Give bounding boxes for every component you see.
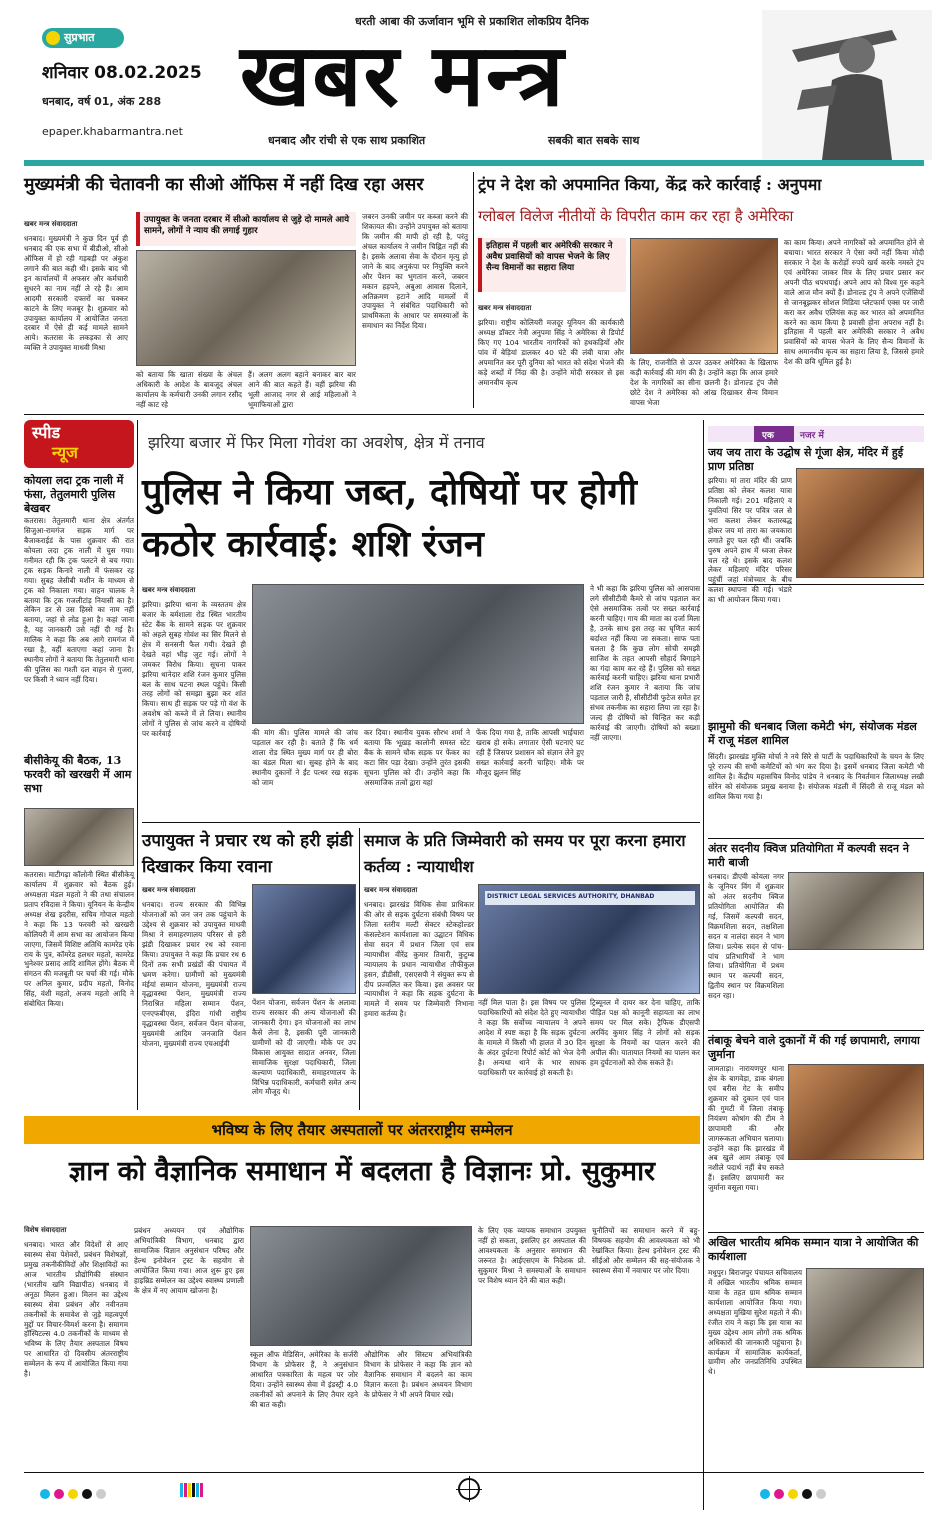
masthead-sub-right: सबकी बात सबके साथ <box>548 134 640 147</box>
lead-kicker: झरिया बजार में फिर मिला गोवंश का अवशेष, क्षेत्र में तनाव <box>148 433 485 452</box>
lead-col2: की मांग की। पुलिस मामले की जांच पड़ताल कर रही है। बताते हैं कि धर्म शाला रोड स्थित मुख्य मार्ग पर ही बोरा का बंडल मिला था। सुबह होने के बाद स्थानीय दुकानों ने ईंट पत्थर रख सड़क को जाम <box>252 728 358 787</box>
lead-headline[interactable]: पुलिस ने किया जब्त, दोषियों पर होगी कठोर कार्रवाई: शशि रंजन <box>142 471 637 565</box>
conference-photo-lamp-lighting[interactable] <box>250 1226 472 1346</box>
nazar-tag-2: नजर में <box>800 431 824 441</box>
speed-news-label-1: स्पीड <box>32 423 61 442</box>
speed-news-divider <box>137 420 138 1110</box>
conference-col1: धनबाद। भारत और विदेशों से आए स्वास्थ्य सेवा पेशेवरों, प्रबंधन विशेषज्ञों, प्रमुख तकनीकीविदों और शिक्षाविदों का आज भारतीय प्रौद्योगिकी संस्थान (भारतीय खनि विद्यापीठ) धनबाद में अनूठा मिलन हुआ। मिलन का उद्देश्य स्वास्थ्य सेवा प्रबंधन और नवीनतम तकनीकों के समावेश से जुड़े महत्वपूर्ण मुद्दों पर विचार-विमर्श करना है। समागम हॉस्पिटल्स 4.0 तकनीकों के माध्यम से भविष्य के लिए तैयार अस्पताल विषय पर आधारित दो दिवसीय अंतरराष्ट्रीय सम्मेलन के रूप में आयोजित किया गया है। <box>24 1240 128 1379</box>
color-registration-left <box>40 1484 110 1503</box>
story3-photo-prachar-rath[interactable] <box>252 884 356 994</box>
speed-news-logo <box>24 420 134 468</box>
story1-col4: जबरन उनकी जमीन पर कब्जा करने की शिकायत की। उन्होंने उपायुक्त को बताया कि जमीन की मापी हो रही है, परंतु अंचल कार्यालय ने जमीन चिह्नित नहीं की है। इसके अलावा सेवा के दौरान मृत्यु हो जाने के बाद अनुकंपा पर नियुक्ति करने और पेंशन का भुगतान करने, जबरन मकान हड़पने, अबुआ आवास दिलाने, अतिक्रमण हटाने आदि मामलों में उपायुक्त ने संबंधित पदाधिकारी को प्राथमिकता के आधार पर समस्याओं के समाधान का निर्देश दिया। <box>362 212 468 331</box>
color-registration-right <box>760 1484 830 1503</box>
lead-col3: कर दिया। स्थानीय युवक सौरभ शर्मा ने बताया कि भूख़ड़ कालोनी समस्त स्टेट बैंक के सामने चौक सड़क पर फेंकर का कटा सिर पड़ा देखा। उन्होंने तुरंत इसकी सूचना पुलिस को दी। उन्होंने कहा कि असमाजिक तत्वों द्वारा यहां <box>364 728 470 787</box>
masthead-sub-left: धनबाद और रांची से एक साथ प्रकाशित <box>268 134 426 147</box>
story3-col2: पेंशन योजना, सर्वजन पेंशन के अलावा राज्य सरकार की अन्य योजनाओं की जानकारी देगा। इन योजनाओं का लाभ कैसे लेना है, इसकी पूरी जानकारी ग्रामीणों को दी जाएगी। मौके पर उप विकास आयुक्त सादात अनवर, जिला सामाजिक सुरक्षा पदाधिकारी, जिला कल्याण पदाधिकारी, समाहरणालय के विभिन्न पदाधिकारी, कर्मचारी समेत अन्य लोग मौजूद थे। <box>252 998 356 1097</box>
speed-item2-headline[interactable]: बीसीकेयू की बैठक, 13 फरवरी को खरखरी में आम सभा <box>24 754 132 795</box>
nazar-divider-4 <box>708 1232 924 1233</box>
nazar-item5-photo-workshop[interactable] <box>806 1268 924 1368</box>
section-divider-1 <box>24 414 924 415</box>
story4-col3: ट्रिब्यूनल में दायर कर देना चाहिए, ताकि पीड़ित पक्ष को कानूनी सहायता का लाभ समय पर मिल सके। ट्रैफिक डीएसपी अरविंद कुमार सिंह ने लोगों को सड़क सुरक्षा के नियमों का पालन करने की अपील की। यातायात नियमों का पालन कर हम दुर्घटनाओं को रोक सकते हैं। <box>590 998 700 1067</box>
nazar-item3-text: धनबाद। डीएवी कोयला नगर के जूनियर विंग में शुक्रवार को अंतर सदनीय क्विज प्रतियोगिता आयोजित की गई, जिसमें कल्पवी सदन, विक्रमशिला सदन, तक्षशिला सदन व नालंदा सदन ने भाग लिया। प्रत्येक सदन से पांच-पांच प्रतिभागियों ने भाग लिया। प्रतियोगिता में प्रथम स्थान पर कल्पवी सदन, द्वितीय स्थान पर विक्रमशिला सदन रहा। <box>708 872 784 1001</box>
conference-kicker: भविष्य के लिए तैयार अस्पतालों पर अंतरराष्ट्रीय सम्मेलन <box>211 1121 513 1139</box>
conference-col5: के लिए एक व्यापक समाधान उपयुक्त नहीं हो सकता, इसलिए हर अस्पताल की आवश्यकता के अनुसार समाधान की जरूरत है। आईएसएम के निदेशक प्रो. सुकुमार मिश्रा ने समस्याओं के समाधान पर विशेष ध्यान देने की बात कही। <box>478 1226 586 1285</box>
footer-rule <box>24 1472 924 1473</box>
story3-headline[interactable]: उपायुक्त ने प्रचार रथ को हरी झंडी दिखाकर किया रवाना <box>142 831 353 877</box>
nazar-divider-3 <box>708 1030 924 1031</box>
conference-col3: स्कूल ऑफ मेडिसिन, अमेरिका के सर्जरी विभाग के प्रोफेसर हैं, ने अनुसंधान आधारित पत्रकारिता के महत्व पर जोर दिया। उन्होंने स्वास्थ्य सेवा में इंडस्ट्री 4.0 तकनीकों को अपनाने के लिए तैयार रहने की बात कही। <box>250 1350 358 1409</box>
nazar-divider-2 <box>708 838 924 839</box>
nazar-item5-text: मधुपुर। बिराजपुर पंचायत सचिवालय में अखिल भारतीय श्रमिक सम्मान यात्रा के तहत ग्राम श्रमिक सम्मान कार्यशाला आयोजित किया गया। अध्यक्षता मुखिया सुरेश महतो ने की। रंजीत राय ने कहा कि इस यात्रा का मुख्य उद्देश्य आम लोगों तक श्रमिक अधिकारों की जानकारी पहुंचाना है। कार्यक्रम में सामाजिक कार्यकर्ता, ग्रामीण और जनप्रतिनिधि उपस्थित थे। <box>708 1268 802 1377</box>
nazar-divider-1 <box>708 584 924 585</box>
color-bar-left <box>180 1482 204 1501</box>
nazar-item4-photo-raid[interactable] <box>788 1064 924 1160</box>
issue-edition: धनबाद, वर्ष 01, अंक 288 <box>42 95 162 108</box>
nazar-item2-headline[interactable]: झामुमो की धनबाद जिला कमेटी भंग, संयोजक मंडल में राजू मंडल शामिल <box>708 720 917 747</box>
column-divider-top <box>473 172 474 408</box>
story2-headline[interactable]: ट्रंप ने देश को अपमानित किया, केंद्र करे कार्रवाई : अनुपमा <box>478 175 822 194</box>
nazar-header <box>708 426 924 442</box>
nazar-item1-text-a: झरिया। मां तारा मंदिर की प्राण प्रतिष्ठा को लेकर कलश यात्रा निकाली गई। 201 महिलाएं व युवतियां सिर पर पवित्र जल से भरा कलश लेकर कतारबद्ध होकर जय मां तारा का जयकारा लगाते हुए चल रही थीं। जबकि पुरुष अपने हाथ में ध्वजा लेकर चल रहे थे। इसके बाद कलश लेकर महिलाएं मंदिर परिसर पहुंचीं जहां मंत्रोच्चार के बीच कलश स्थापना की गई। भंडारे का भी आयोजन किया गया। <box>708 476 792 605</box>
masthead-title: खबर मन्त्र <box>240 25 566 126</box>
masthead <box>0 0 945 160</box>
nazar-item3-photo-quiz[interactable] <box>788 872 924 950</box>
conference-col4: औद्योगिक और सिस्टम अभियांत्रिकी विभाग के प्रोफेसर ने कहा कि ज्ञान को वैज्ञानिक समाधान में बदलने का काम विज्ञान करता है। प्रबंधन अध्ययन विभाग के प्रोफेसर ने भी अपने विचार रखे। <box>364 1350 472 1399</box>
speed-item1-headline[interactable]: कोयला लदा ट्रक नाली में फंसा, तेतुलमारी पुलिस बेखबर <box>24 474 124 515</box>
story4-col1: धनबाद। झारखंड विधिक सेवा प्राधिकार की ओर से सड़क दुर्घटना संबंधी विषय पर जिला स्तरीय मल्टी सेक्टर स्टेकहोल्डर कंसल्टेशन कार्यशाला का उद्घाटन विधिक सेवा सदन में प्रधान जिला एवं सत्र न्यायाधीश वीरेंद्र कुमार तिवारी, कुटुम्ब न्यायालय के प्रधान न्यायाधीश तौफीकुल हसन, डीडीसी, एसएसपी ने संयुक्त रूप से दीप प्रज्वलित कर किया। इस अवसर पर न्यायाधीश ने कहा कि सड़क दुर्घटना के मामले में समय पर जिम्मेवारी निभाना हमारा कर्तव्य है। <box>364 900 474 1019</box>
story2-subhead: ग्लोबल विलेज नीतीयों के विपरीत काम कर रहा है अमेरिका <box>478 207 794 225</box>
speed-news-label-2: न्यूज <box>52 443 78 462</box>
story2-photo-anupama[interactable] <box>630 238 778 354</box>
nazar-item5-headline[interactable]: अखिल भारतीय श्रमिक सम्मान यात्रा ने आयोजित की कार्यशाला <box>708 1236 919 1263</box>
edition-badge <box>42 28 124 48</box>
story1-headline[interactable]: मुख्यमंत्री की चेतावनी का सीओ ऑफिस में नहीं दिख रहा असर <box>24 175 424 195</box>
lead-col4: फेंक दिया गया है, ताकि आपसी भाईचारा खराब हो सके। लगातार ऐसी घटनाएं घट रही हैं जिसपर प्रशासन को संज्ञान लेने हुए सख्त कार्रवाई करनी चाहिए। मौके पर मौजूद झुलन सिंह <box>476 728 584 777</box>
story2-col3: का काम किया। अपने नागरिकों को अपमानित होने से बचाया। भारत सरकार ने ऐसा क्यों नहीं किया मोदी सरकार ने देश के करोड़ों रुपये खर्च करके नमस्ते ट्रंप एवं अमेरिका जाकर मित्र के लिए प्रचार प्रसार कर अपनी पीठ थपथपाई। अपने आप को विश्व गुरु कहने वाले आज मौन क्यों हैं। डोनाल्ड ट्रंप ने अपने एजेंसियों से जानबूझकर सोशल मिडिया प्लेटफार्म एक्स पर जारी करा कर अवैध एलियंस कह कर भारत को अपमानित करने का काम किया है प्रवासी होना अपराध नहीं है। इतिहास में पहली बार अमेरिकी सरकार ने अवैध प्रवासियों को वापस भेजने के लिए सैन्य विमानों के साथ अमानवीय कृत्य का सहारा लिया है, जिससे हमारे देश की छवि धूमिल हुई है। <box>784 238 924 367</box>
tagline-top: धरती आबा की ऊर्जावान भूमि से प्रकाशित लोकप्रिय दैनिक <box>355 15 589 28</box>
lead-col5: ने भी कहा कि झरिया पुलिस को आसपास लगे सीसीटीवी कैमरे से जांच पड़ताल कर ऐसे असमाजिक तत्वों पर सख्त कार्रवाई करनी चाहिए। गाय की माता का दर्जा मिला है, उनके साथ इस तरह का घृणित कार्य बर्दाश्त नहीं किया जा सकता। साफ पता चलता है कि कुछ लोग सोची समझी साजिश के तहत आपसी सौहार्द बिगाड़ने का गंदा काम कर रहे हैं। पुलिस को सख्त कार्रवाई करनी चाहिए। झरिया थाना प्रभारी शशि रंजन कुमार ने बताया कि जांच पड़ताल जारी है, सीसीटीवी फुटेज समेत हर संभव तकनीक का सहारा लिया जा रहा है। जल्द ही दोषियों को चिन्हित कर कड़ी कार्रवाई की जाएगी। दोषियों को बख्शा नहीं जाएगा। <box>590 584 700 743</box>
story4-headline[interactable]: समाज के प्रति जिम्मेवारी को समय पर पूरा करना हमारा कर्तव्य : न्यायाधीश <box>364 831 686 876</box>
story2-byline: खबर मन्त्र संवाददाता <box>478 304 532 312</box>
story2-kicker: इतिहास में पहली बार अमेरिकी सरकार ने अवैध प्रवासियों को वापस भेजने के लिए सैन्य विमानों का सहारा लिया <box>486 241 613 274</box>
conference-col6: चुनौतियों का समाधान करने में बहु-विषयक सहयोग की आवश्यकता को भी रेखांकित किया। हेल्थ इनोवेशन ट्रस्ट की सीईओ और सम्मेलन की सह-संयोजक ने स्वास्थ्य सेवा में नवाचार पर जोर दिया। <box>592 1226 700 1275</box>
sun-icon <box>46 31 60 45</box>
story3-divider <box>359 828 360 1110</box>
story1-kicker: उपायुक्त के जनता दरबार में सीओ कार्यालय से जुड़े दो मामले आये सामने, लोगों ने न्याय की लगाई गुहार <box>144 215 350 237</box>
legal-services-banner-text: DISTRICT LEGAL SERVICES AUTHORITY, DHANBAD <box>487 893 655 900</box>
nazar-item4-headline[interactable]: तंबाकू बेचने वाले दुकानों में की गई छापामारी, लगाया जुर्माना <box>708 1034 920 1061</box>
conference-col2: प्रबंधन अध्ययन एवं औद्योगिक अभियांत्रिकी विभाग, धनबाद द्वारा सामाजिक विज्ञान अनुसंधान परिषद और हेल्थ इनोवेशन ट्रस्ट के सहयोग से आयोजित किया गया। आज शुरू हुए इस हाइब्रिड सम्मेलन का उद्देश्य स्वास्थ्य प्रणाली के क्षेत्र में नए आयाम खोजना है। <box>134 1226 244 1295</box>
lead-photo-crowd[interactable] <box>252 584 584 724</box>
story1-photo-janta-darbar[interactable] <box>136 250 356 366</box>
nazar-tag-box <box>754 426 794 442</box>
speed-item1-text: कतरास। तेतुलमारी थाना क्षेत्र अंतर्गत सिजुआ-रामगंज सड़क मार्ग पर बैजाकराईडं के पास शुक्रवार की रात कोयला लदा ट्रक नाली में घुस गया। गनीमत रही कि ट्रक पलटने से बच गया। ट्रक सड़क किनारे नाली में फंसकर रह गया। सुबह जेसीबी मशीन के माध्यम से ट्रक को निकाला गया। वाहन चालक ने बताया कि ट्रक गजलीटांड़ नियासी का है। लेकिन डर से उस हिस्से का नाम नहीं बताया, जहां से लोड हुआ है। कहां जाना है, यह जानकारी उसे नहीं दी गई है। मालिक ने कहा कि अब आगे रामगंज में रखा है, वहीं बताएगा कहां जाना है। स्थानीय लोगों ने बताया कि तेतुलमारी थाना की पुलिस का गश्ती दल वाहन से गुजरा, पर किसी ने ध्यान नहीं दिया। <box>24 516 134 684</box>
masthead-divider <box>24 160 924 166</box>
nazar-item1-headline[interactable]: जय जय तारा के उद्घोष से गूंजा क्षेत्र, मंदिर में हुई प्राण प्रतिष्ठा <box>708 446 904 473</box>
nazar-item3-headline[interactable]: अंतर सदनीय क्विज प्रतियोगिता में कल्पवी सदन ने मारी बाजी <box>708 842 909 869</box>
registration-crosshair-icon <box>458 1478 480 1500</box>
nazar-item1-photo-kalash-yatra[interactable] <box>796 468 924 578</box>
lead-byline: खबर मन्त्र संवाददाता <box>142 586 196 594</box>
issue-date: शनिवार 08.02.2025 <box>42 63 202 83</box>
story4-byline: खबर मन्त्र संवाददाता <box>364 886 418 894</box>
nazar-item2-text: सिंदरी। झारखंड मुक्ति मोर्चा ने नये सिरे से पार्टी के पदाधिकारियों के चयन के लिए पूरे राज्य की सभी कमेटियों को भंग कर दिया है। इसमें धनबाद जिला कमेटी भी शामिल है। केंद्रीय महासचिव विनोद पांडेय ने धनबाद के निवर्तमान जिलाध्यक्ष लखी सोरेन को संयोजक प्रमुख बनाया है। संयोजक मंडली में सिंदरी से राजू मंडल को शामिल किया गया है। <box>708 752 924 801</box>
story4-photo-legal-services[interactable] <box>478 884 700 994</box>
miner-statue-illustration <box>762 10 932 160</box>
conference-headline[interactable]: ज्ञान को वैज्ञानिक समाधान में बदलता है विज्ञानः प्रो. सुकुमार <box>68 1156 656 1187</box>
lead-col1: झरिया। झरिया थाना के व्यस्ततम क्षेत्र बजार के बर्मशाला रोड स्थित भारतीय स्टेट बैंक के सामने सड़क पर शुक्रवार को अहले सुबह गोवंश का सिर मिलने से क्षेत्र में सनसनी फैल गयी। देखते ही देखते वहां भीड़ जुट गई। लोगों ने जमकर विरोध किया। सूचना पाकर झरिया थानेदार शशि रंजन कुमार पुलिस बल के साथ घटना स्थल पहुंचे। किसी तरह लोगों को समझा बुझा कर शांत किया। साथ ही सड़क पर पड़े गो वंश के अवशेष को कब्जे में ले लिया। स्थानीय लोगों ने पुलिस से जांच करने व दोषियों पर कार्रवाई <box>142 600 246 739</box>
badge-label: सुप्रभात <box>64 31 95 44</box>
column-divider-nazar <box>703 420 704 1510</box>
story3-col1: धनबाद। राज्य सरकार की विभिन्न योजनाओं को जन जन तक पहुंचाने के उद्देश्य से शुक्रवार को उपायुक्त माधवी मिश्रा ने समाहरणालय परिसर से हरी झंडी दिखाकर प्रचार रथ को रवाना किया। उपायुक्त ने कहा कि प्रचार रथ 6 दिनों तक सभी प्रखंडों की पंचायत में भ्रमण करेगा। ग्रामीणों को मुख्यमंत्री मंईयां सम्मान योजना, मुख्यमंत्री राज्य वृद्धावस्था पेंशन, मुख्यमंत्री राज्य निराश्रित महिला सम्मान पेंशन, एनएफबीएस, इंदिरा गांधी राष्ट्रीय वृद्धावस्था पेंशन, सर्वजन पेंशन योजना, मुख्यमंत्री आदिम जनजाति पेंशन योजना, मुख्यमंत्री राज्य एचआईवी <box>142 900 246 1049</box>
story1-col2: को बताया कि खाता संख्या के अंचल अधिकारी के आदेश के बावजूद अंचल कार्यालय के कर्मचारी उनकी लगान रसीद नहीं काट रहे <box>136 370 242 409</box>
story1-col1: धनबाद। मुख्यमंत्री ने कुछ दिन पूर्व ही धनबाद की एक सभा में बीडीओ, सीओ ऑफिस में हो रही गड़बड़ी पर अंकुश लगाने की बात कही थी। इसके बाद भी इन कार्यालयों में अफसर और कर्मचारी सुधरने का नाम नहीं ले रहे हैं। आम आदमी सरकारी दफ्तरों का चक्कर काटने के लिए मजबूर है। शुक्रवार को उपायुक्त कार्यालय में आयोजित जनता दरबार में ऐसे ही कई मामले सामने आये। कतरास के लकड़का से आए व्यक्ति ने उपायुक्त माधवी मिश्रा <box>24 234 128 353</box>
story1-col3: हैं। अलग अलग बहाने बनाकर बार बार आने की बात कहते हैं। वहीं झरिया की भूली आजाद नगर से आई महिलाओं ने भूमाफियाओं द्वारा <box>248 370 356 409</box>
speed-item2-photo[interactable] <box>24 808 134 866</box>
lead-bottom-rule <box>142 822 700 823</box>
story3-byline: खबर मन्त्र संवाददाता <box>142 886 196 894</box>
speed-item2-text: कतरास। माटीगढ़ा कॉलोनी स्थित बीसीकेयू कार्यालय में शुक्रवार को बैठक हुई। अध्यक्षता मंडल महतो ने की तथा संचालन प्रताप रविदास ने किया। यूनियन के केन्द्रीय अध्यक्ष शेख इदरीस, सचिव गोपाल महतो ने कहा कि 13 फरवरी को खरखरी कोलियरी में आम सभा का आयोजन किया जाएगा, जिसमें विशिष्ट अतिथि कामरेड एके राय के पुत्र, कॉमरेड हलधर महतो, कामरेड भुनेश्वर प्रसाद आदि शामिल होंगे। बैठक में संगठन की मजबूती पर चर्चा की गई। मौके पर अनिल कुमार, प्रदीप महतो, विनोद सिंह, वंशी महतो, अजय महतो आदि ने संबोधित किया। <box>24 870 134 1009</box>
nazar-item4-text: जामताड़ा। नारायणपुर थाना क्षेत्र के बागवेड़ा, डाक बंगला एवं बरीस गेट के समीप शुक्रवार को दुकान एवं पान की गुमटी में जिला तंबाकू नियंत्रण कोषांग की टीम ने छापामारी की और जागरूकता अभियान चलाया। उन्होंने कहा कि झारखंड में अब खुले आम तंबाकू एवं नशीले पदार्थ नहीं बेच सकते हैं। इसलिए छापामारी कर जुर्माना वसूला गया। <box>708 1064 784 1193</box>
nazar-tag-1: एक <box>762 431 774 441</box>
story1-byline: खबर मन्त्र संवाददाता <box>24 220 78 228</box>
story4-col2: नहीं मिल पाता है। इस विषय पर पुलिस पदाधिकारियों को संदेश देते हुए न्यायाधीश ने कहा कि सर्वोच्च न्यायालय ने अपने आदेश में स्पष्ट कहा है कि सड़क दुर्घटना के मामले में किसी भी हालत में 30 दिन के अंदर दुर्घटना रिपोर्ट कोर्ट को भेज देनी है। अन्यथा थाने के भार साधक पदाधिकारी पर कार्रवाई हो सकती है। <box>478 998 586 1077</box>
story1-kicker-box <box>136 212 356 246</box>
conference-byline: विशेष संवाददाता <box>24 1226 67 1234</box>
story2-kicker-box <box>478 238 626 292</box>
story2-col1: झरिया। राष्ट्रीय कोलियरी मजदूर यूनियन की कार्यकारी अध्यक्ष डॉक्टर नेत्री अनुपमा सिंह ने अमेरिका से डिपोर्ट किए गए 104 भारतीय नागरिकों को हथकड़ियों और पांव में बेड़ियां डालकर 40 घंटे की लंबी यात्रा और अपमानित कर पूरी दुनिया को भारत को संदेश भेजने की कड़े शब्दों में निंदा की है। उन्होंने मोदी सरकार से इस अमानवीय कृत्य <box>478 318 624 387</box>
story2-col2: के लिए, राजनीति से ऊपर उठकर अमेरिका के खिलाफ कड़ी कार्रवाई की मांग की है। उन्होंने कहा कि आज हमारे देश के नागरिकों का सीना छलनी है। डोनाल्ड ट्रंप जैसे छोटे देश ने अमेरिका को आंख दिखाकर सैन्य विमान वापस भेजा <box>630 358 778 407</box>
website-link[interactable]: epaper.khabarmantra.net <box>42 125 183 138</box>
